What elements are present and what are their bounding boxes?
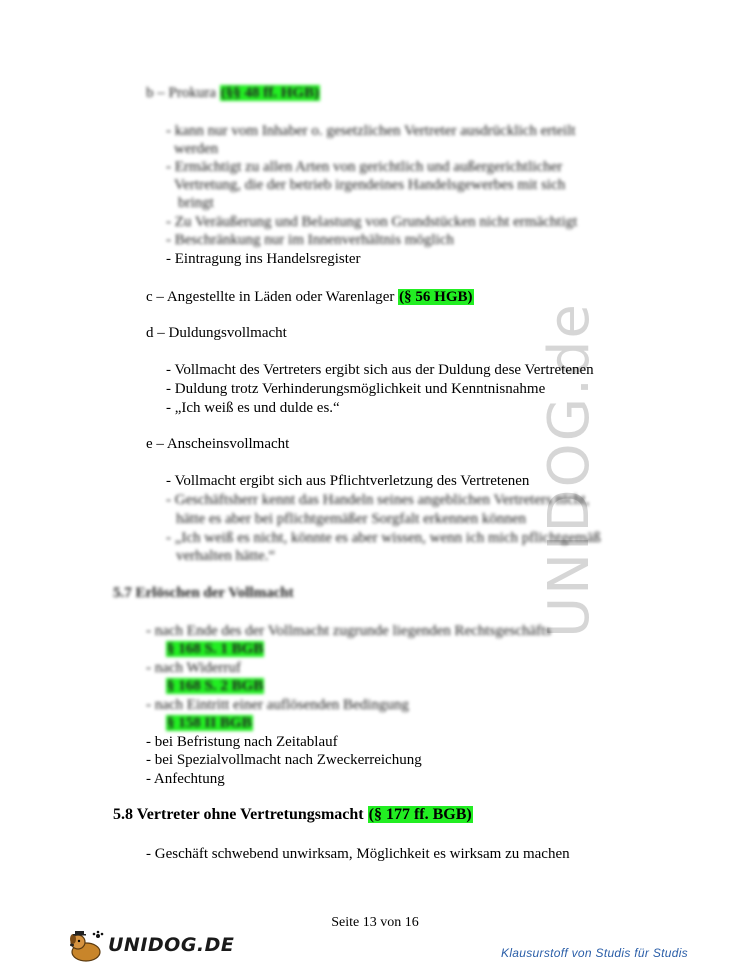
- list-item: - Duldung trotz Verhinderungsmöglichkeit und Kenntnisnahme: [166, 381, 546, 397]
- list-item: Vertretung, die der betrieb irgendeines Handelsgewerbes mit sich: [174, 177, 566, 193]
- dog-icon: [66, 928, 106, 964]
- list-item-ref: § 168 S. 1 BGB: [167, 641, 264, 657]
- list-item: - Zu Veräußerung und Belastung von Grundstücken nicht ermächtigt: [166, 214, 578, 230]
- list-item: - nach Eintritt einer auflösenden Bedingung: [146, 697, 409, 713]
- list-item: - Vollmacht ergibt sich aus Pflichtverletzung des Vertretenen: [166, 473, 530, 489]
- section-b-heading: [146, 84, 320, 102]
- watermark: UNIDOG.de: [537, 302, 602, 638]
- list-item: verhalten hätte.“: [176, 548, 276, 564]
- list-item-ref: § 168 S. 2 BGB: [167, 678, 264, 694]
- list-item: - „Ich weiß es nicht, könnte es aber wissen, wenn ich mich pflichtgemäß: [166, 530, 601, 546]
- list-item: - Vollmacht des Vertreters ergibt sich aus der Duldung dese Vertretenen: [166, 362, 594, 378]
- list-item: - Beschränkung nur im Innenverhältnis möglich: [166, 232, 454, 248]
- list-item: - „Ich weiß es und dulde es.“: [166, 400, 340, 416]
- list-item: - kann nur vom Inhaber o. gesetzlichen Vertreter ausdrücklich erteilt: [166, 123, 576, 139]
- section-c-ref: (§ 56 HGB): [399, 289, 473, 305]
- section-5-7-heading: 5.7 Erlöschen der Vollmacht: [113, 585, 294, 601]
- list-item: hätte es aber bei pflichtgemäßer Sorgfalt erkennen können: [176, 511, 527, 527]
- section-c-title: c – Angestellte in Läden oder Warenlager: [146, 289, 395, 305]
- list-item: - Ermächtigt zu allen Arten von gerichtlich und außergerichtlicher: [166, 159, 563, 175]
- logo-text: UNIDOG.DE: [108, 934, 235, 956]
- section-b-ref: (§§ 48 ff. HGB): [220, 85, 320, 101]
- section-c-heading: [146, 288, 474, 306]
- section-b-title: b – Prokura: [146, 85, 216, 101]
- tagline: Klausurstoff von Studis für Studis: [501, 946, 688, 960]
- list-item: - bei Befristung nach Zeitablauf: [146, 734, 338, 750]
- unidog-logo: [66, 928, 235, 964]
- list-item: - nach Widerruf: [146, 660, 241, 676]
- list-item: - nach Ende des der Vollmacht zugrunde liegenden Rechtsgeschäfts: [146, 623, 552, 639]
- section-5-8-ref: (§ 177 ff. BGB): [368, 806, 472, 823]
- section-e-heading: e – Anscheinsvollmacht: [146, 436, 290, 452]
- list-item: - Geschäftsherr kennt das Handeln seines angeblichen Vertreters nicht,: [166, 492, 590, 508]
- section-d-heading: d – Duldungsvollmacht: [146, 325, 287, 341]
- list-item: werden: [174, 141, 219, 157]
- page-number: Seite 13 von 16: [331, 915, 419, 930]
- section-5-8-title: 5.8 Vertreter ohne Vertretungsmacht: [113, 806, 364, 823]
- section-5-8-heading: [113, 806, 473, 824]
- list-item: - Geschäft schwebend unwirksam, Möglichkeit es wirksam zu machen: [146, 846, 570, 862]
- list-item: bringt: [178, 195, 214, 211]
- list-item: - Eintragung ins Handelsregister: [166, 251, 361, 267]
- list-item: - Anfechtung: [146, 771, 225, 787]
- list-item: - bei Spezialvollmacht nach Zweckerreichung: [146, 752, 422, 768]
- list-item-ref: § 158 II BGB: [167, 715, 252, 731]
